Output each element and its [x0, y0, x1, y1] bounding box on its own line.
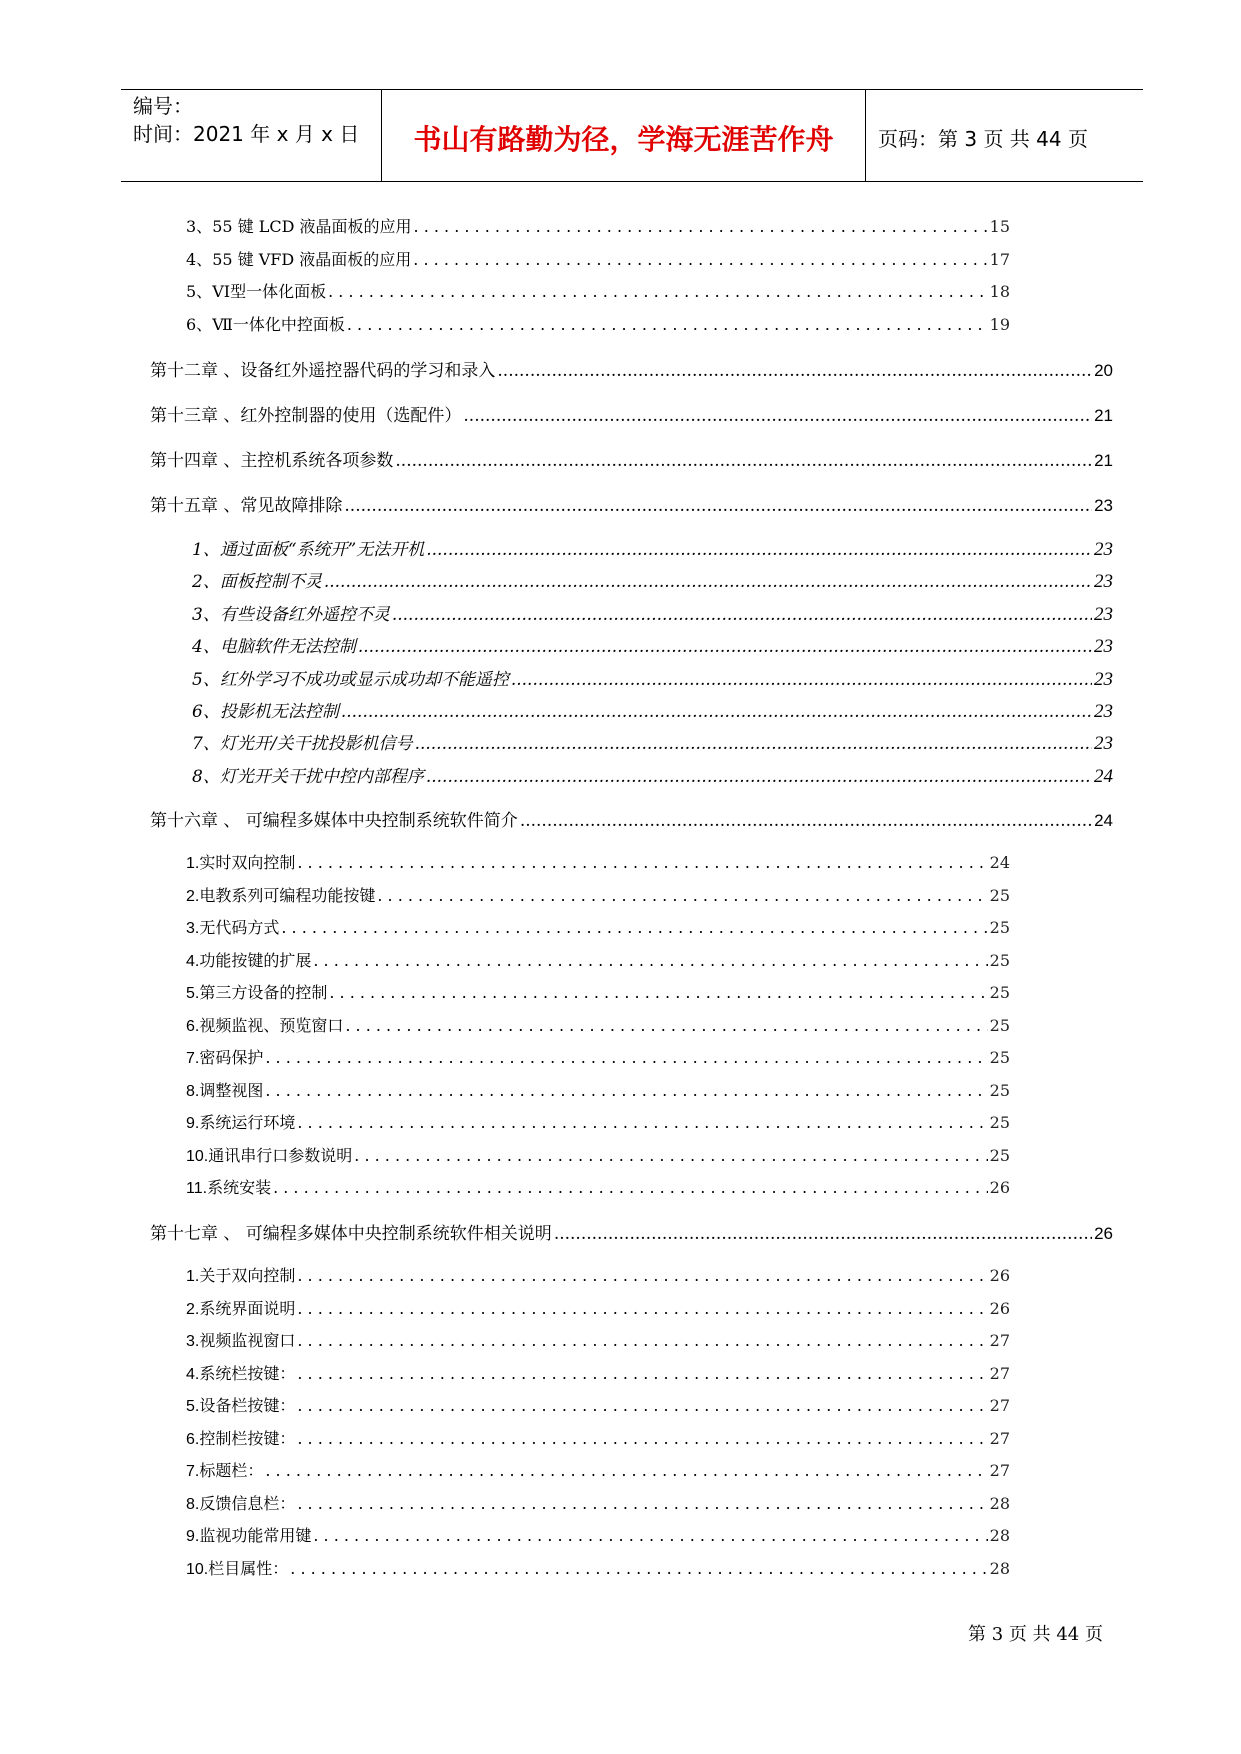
toc-entry-title: 通过面板“系统开”无法开机 [219, 540, 425, 560]
toc-chapter-title: 第十二章 、设备红外遥控器代码的学习和录入 [150, 361, 496, 381]
toc-entry[interactable] [186, 1393, 1010, 1417]
toc-entry-number: 1、 [192, 540, 220, 560]
toc-dot-leader [290, 1559, 987, 1578]
toc-chapter[interactable] [150, 491, 1113, 517]
toc-entry[interactable] [186, 312, 1010, 336]
toc-entry-title: 灯光开关干扰中控内部程序 [219, 767, 424, 787]
toc-entry-title: 标题栏： [199, 1461, 264, 1480]
toc-entry-page: 27 [989, 1429, 1010, 1448]
toc-entry-page: 28 [989, 1494, 1010, 1513]
toc-dot-leader [265, 1048, 987, 1067]
toc-dot-leader [415, 734, 1092, 754]
toc-chapter-title: 第十六章 、 可编程多媒体中央控制系统软件简介 [150, 811, 518, 831]
time-label: 时间：2021 年 x 月 x 日 [133, 122, 360, 146]
toc-entry[interactable] [186, 883, 1010, 907]
toc-entry-title: 设备栏按键： [199, 1396, 296, 1415]
toc-entry-number: 7. [186, 1463, 200, 1480]
toc-entry[interactable] [186, 247, 1010, 271]
toc-entry-number: 5. [186, 1398, 200, 1415]
toc-entry-number: 5. [186, 985, 200, 1002]
toc-entry-title: 系统栏按键： [199, 1364, 296, 1383]
toc-entry-page: 25 [989, 1048, 1010, 1067]
toc-chapter-page: 23 [1094, 496, 1113, 515]
toc-entry-title: 系统界面说明 [199, 1299, 296, 1318]
toc-entry-title: 控制栏按键： [199, 1429, 296, 1448]
toc-chapter[interactable] [150, 401, 1113, 427]
toc-dot-leader [377, 886, 987, 905]
toc-entry-page: 27 [989, 1364, 1010, 1383]
toc-entry-number: 4、 [186, 250, 213, 269]
toc-chapter-page: 24 [1094, 811, 1113, 830]
toc-chapter[interactable] [150, 356, 1113, 382]
toc-entry-title: 实时双向控制 [199, 853, 296, 872]
toc-entry[interactable] [186, 1426, 1010, 1450]
toc-dot-leader [463, 406, 1092, 426]
toc-entry-page: 28 [989, 1559, 1010, 1578]
page-footer: 第 3 页 共 44 页 [968, 1624, 1103, 1645]
toc-entry-page: 24 [989, 853, 1010, 872]
toc-entry-number: 6、 [186, 315, 213, 334]
toc-chapter-title: 第十四章 、主控机系统各项参数 [150, 451, 394, 471]
toc-entry[interactable] [192, 729, 1113, 755]
toc-dot-leader [358, 637, 1092, 657]
toc-entry[interactable] [186, 1013, 1010, 1037]
header-left-cell [121, 90, 382, 181]
toc-chapter-page: 26 [1094, 1224, 1113, 1243]
toc-entry-page: 23 [1094, 701, 1113, 722]
toc-dot-leader [297, 1266, 987, 1285]
toc-dot-leader [329, 983, 987, 1002]
toc-entry-number: 9. [186, 1528, 200, 1545]
motto: 书山有路勤为径，学海无涯苦作舟 [413, 123, 834, 156]
toc-entry[interactable] [186, 980, 1010, 1004]
header-middle-cell [382, 90, 866, 181]
toc-entry[interactable] [192, 762, 1113, 788]
toc-entry-page: 23 [1094, 636, 1113, 657]
toc-entry-number: 6. [186, 1018, 200, 1035]
toc-entry-title: 功能按键的扩展 [199, 951, 312, 970]
toc-entry-number: 5、 [186, 282, 213, 301]
toc-entry-number: 3. [186, 1333, 200, 1350]
toc-entry-number: 11. [186, 1180, 208, 1197]
toc-dot-leader [426, 767, 1092, 787]
toc-entry-title: 调整视图 [199, 1081, 264, 1100]
toc-entry[interactable] [186, 1143, 1010, 1167]
toc-entry-number: 7. [186, 1050, 200, 1067]
toc-dot-leader [297, 1299, 987, 1318]
toc-dot-leader [281, 918, 987, 937]
toc-entry[interactable] [192, 535, 1113, 561]
toc-entry-page: 26 [989, 1266, 1010, 1285]
toc-entry[interactable] [186, 948, 1010, 972]
toc-entry[interactable] [186, 1491, 1010, 1515]
toc-entry-page: 28 [989, 1526, 1010, 1545]
toc-entry-number: 5、 [192, 670, 220, 690]
toc-entry-number: 2. [186, 888, 200, 905]
toc-entry-page: 27 [989, 1331, 1010, 1350]
toc-entry[interactable] [186, 850, 1010, 874]
toc-entry-number: 2. [186, 1301, 200, 1318]
toc-dot-leader [328, 282, 988, 301]
toc-entry-number: 6、 [192, 702, 220, 722]
toc-entry-number: 10. [186, 1561, 209, 1578]
toc-dot-leader [273, 1178, 988, 1197]
toc-entry-number: 3. [186, 920, 200, 937]
toc-entry-title: 系统运行环境 [199, 1113, 296, 1132]
toc-dot-leader [324, 572, 1092, 592]
toc-entry[interactable] [186, 279, 1010, 303]
toc-entry-title: 电脑软件无法控制 [219, 637, 356, 657]
number-label: 编号： [133, 94, 193, 118]
toc-entry-page: 26 [989, 1299, 1010, 1318]
toc-entry-title: 反馈信息栏： [199, 1494, 296, 1513]
toc-entry-page: 24 [1094, 766, 1113, 787]
toc-entry[interactable] [186, 1523, 1010, 1547]
toc-entry-title: 第三方设备的控制 [199, 983, 328, 1002]
toc-entry-title: 监视功能常用键 [199, 1526, 312, 1545]
toc-entry-number: 3、 [192, 605, 220, 625]
toc-entry[interactable] [192, 697, 1113, 723]
toc-entry[interactable] [186, 1361, 1010, 1385]
toc-entry[interactable] [186, 1263, 1010, 1287]
toc-entry-title: 有些设备红外遥控不灵 [219, 605, 390, 625]
toc-entry-title: 55 键 VFD 液晶面板的应用 [212, 250, 412, 269]
toc-entry-title: 栏目属性： [208, 1559, 289, 1578]
toc-entry[interactable] [192, 665, 1113, 691]
toc-entry[interactable] [192, 567, 1113, 593]
toc-entry-title: 系统安装 [207, 1178, 272, 1197]
toc-dot-leader [265, 1081, 987, 1100]
toc-entry-page: 15 [989, 217, 1010, 236]
toc-entry-number: 8. [186, 1083, 200, 1100]
toc-entry-title: 视频监视窗口 [199, 1331, 296, 1350]
toc-entry-title: 红外学习不成功或显示成功却不能遥控 [219, 670, 509, 690]
toc-chapter[interactable] [150, 806, 1113, 832]
toc-entry-page: 27 [989, 1461, 1010, 1480]
toc-entry-page: 23 [1094, 733, 1113, 754]
toc-entry-title: 面板控制不灵 [219, 572, 322, 592]
toc-entry-title: 灯光开/关干扰投影机信号 [219, 734, 413, 754]
toc-entry-page: 23 [1094, 604, 1113, 625]
toc-dot-leader [265, 1461, 987, 1480]
toc-entry-number: 7、 [192, 734, 220, 754]
page-header [121, 89, 1143, 182]
toc-entry-page: 25 [989, 951, 1010, 970]
toc-dot-leader [511, 670, 1092, 690]
toc-entry-number: 8. [186, 1496, 200, 1513]
toc-dot-leader [354, 1146, 987, 1165]
toc-entry-number: 4、 [192, 637, 220, 657]
toc-dot-leader [413, 250, 987, 269]
toc-entry[interactable] [186, 915, 1010, 939]
toc-dot-leader [313, 951, 987, 970]
toc-entry-title: 通讯串行口参数说明 [208, 1146, 353, 1165]
toc-entry-page: 26 [989, 1178, 1010, 1197]
toc-entry-number: 4. [186, 953, 200, 970]
toc-entry[interactable] [186, 214, 1010, 238]
toc-chapter-page: 21 [1094, 451, 1113, 470]
toc-dot-leader [497, 361, 1092, 381]
toc-entry-number: 8、 [192, 767, 220, 787]
toc-entry-number: 9. [186, 1115, 200, 1132]
toc-entry-page: 25 [989, 1113, 1010, 1132]
toc-chapter-title: 第十三章 、红外控制器的使用（选配件） [150, 406, 462, 426]
toc-entry-number: 6. [186, 1431, 200, 1448]
toc-dot-leader [313, 1526, 987, 1545]
toc-dot-leader [344, 496, 1092, 516]
toc-dot-leader [520, 811, 1092, 831]
toc-entry-page: 17 [989, 250, 1010, 269]
toc-entry-title: 55 键 LCD 液晶面板的应用 [212, 217, 412, 236]
toc-dot-leader [345, 1016, 987, 1035]
toc-chapter[interactable] [150, 1219, 1113, 1245]
toc-chapter-page: 20 [1094, 361, 1113, 380]
header-right-cell [866, 90, 1143, 181]
toc-dot-leader [347, 315, 988, 334]
toc-entry-title: 视频监视、预览窗口 [199, 1016, 344, 1035]
toc-entry-page: 25 [989, 1081, 1010, 1100]
toc-dot-leader [554, 1224, 1092, 1244]
toc-dot-leader [297, 1396, 987, 1415]
toc-entry-number: 1. [186, 1268, 200, 1285]
toc-entry-number: 4. [186, 1366, 200, 1383]
toc-entry-page: 25 [989, 1016, 1010, 1035]
toc-chapter-title: 第十五章 、常见故障排除 [150, 496, 343, 516]
toc-entry-title: Ⅶ一体化中控面板 [212, 315, 345, 334]
toc-entry-page: 27 [989, 1396, 1010, 1415]
toc-entry-page: 23 [1094, 539, 1113, 560]
toc-entry[interactable] [186, 1458, 1010, 1482]
toc-entry[interactable] [186, 1110, 1010, 1134]
toc-entry-page: 19 [989, 315, 1010, 334]
toc-chapter-page: 21 [1094, 406, 1113, 425]
toc-entry[interactable] [192, 632, 1113, 658]
toc-entry-page: 25 [989, 983, 1010, 1002]
toc-entry-title: VI型一体化面板 [212, 282, 327, 301]
toc-dot-leader [392, 605, 1092, 625]
toc-dot-leader [297, 1494, 987, 1513]
toc-dot-leader [426, 540, 1092, 560]
toc-entry-title: 电教系列可编程功能按键 [199, 886, 376, 905]
toc-dot-leader [297, 1113, 987, 1132]
toc-entry-page: 23 [1094, 669, 1113, 690]
toc-entry-page: 23 [1094, 571, 1113, 592]
toc-entry-number: 1. [186, 855, 200, 872]
toc-entry[interactable] [186, 1328, 1010, 1352]
toc-entry-number: 2、 [192, 572, 220, 592]
toc-dot-leader [395, 451, 1092, 471]
toc-dot-leader [297, 853, 987, 872]
toc-chapter-title: 第十七章 、 可编程多媒体中央控制系统软件相关说明 [150, 1224, 552, 1244]
toc-entry-page: 25 [989, 886, 1010, 905]
toc-entry[interactable] [186, 1078, 1010, 1102]
toc-entry[interactable] [186, 1175, 1010, 1199]
toc-entry-number: 10. [186, 1148, 209, 1165]
toc-entry-title: 投影机无法控制 [219, 702, 339, 722]
toc-entry-page: 18 [989, 282, 1010, 301]
toc-dot-leader [297, 1331, 987, 1350]
toc-entry[interactable] [186, 1296, 1010, 1320]
toc-entry[interactable] [186, 1045, 1010, 1069]
toc-dot-leader [297, 1429, 987, 1448]
toc-entry-title: 关于双向控制 [199, 1266, 296, 1285]
toc-entry-title: 密码保护 [199, 1048, 264, 1067]
toc-entry[interactable] [186, 1556, 1010, 1580]
toc-entry-page: 25 [989, 918, 1010, 937]
toc-entry-number: 3、 [186, 217, 213, 236]
toc-entry[interactable] [192, 600, 1113, 626]
toc-entry-title: 无代码方式 [199, 918, 280, 937]
toc-entry-page: 25 [989, 1146, 1010, 1165]
toc-dot-leader [414, 217, 988, 236]
toc-chapter[interactable] [150, 446, 1113, 472]
toc-dot-leader [341, 702, 1092, 722]
page-code: 页码：第 3 页 共 44 页 [878, 127, 1088, 151]
toc-dot-leader [297, 1364, 987, 1383]
